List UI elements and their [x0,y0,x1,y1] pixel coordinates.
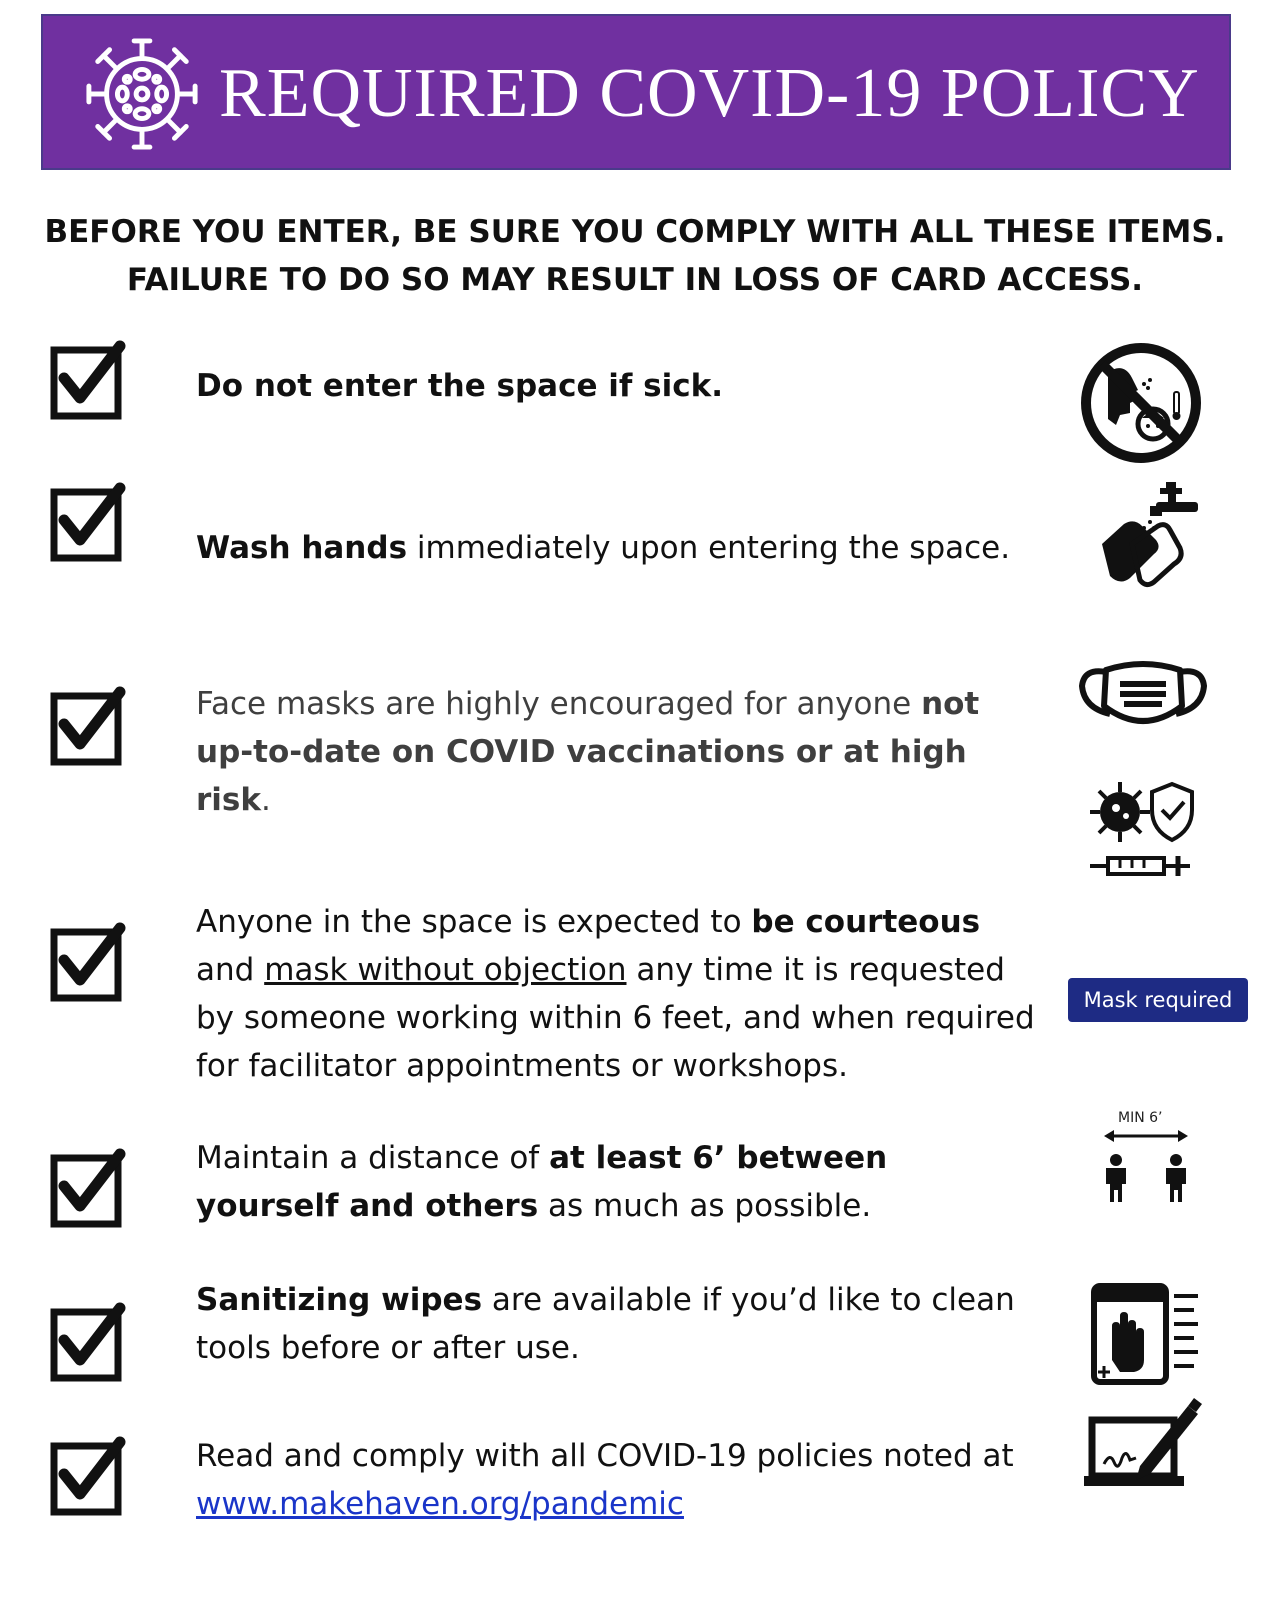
policy-text: immediately upon entering the space. [407,530,1011,566]
sanitizing-wipes-icon [1090,1282,1202,1386]
checkbox-icon [50,482,126,564]
hand-washing-icon [1098,480,1202,592]
policy-item-sick [196,362,1046,410]
policy-text: Read and comply with all COVID-19 policies noted at [196,1438,1014,1474]
checkbox-icon [50,1436,126,1518]
checkbox-icon [50,1148,126,1230]
laptop-sign-icon [1082,1394,1204,1490]
policy-item-wash-hands [196,524,1046,572]
policy-text-bold: at least 6’ between yourself and others [196,1140,888,1224]
policy-text: as much as possible. [538,1188,872,1224]
policy-text: are available if you’d like to clean tools before or after use. [196,1282,1015,1366]
policy-item-courtesy [196,898,1046,1090]
checkbox-icon [50,340,126,422]
policy-text: and [196,952,265,988]
policy-text: Anyone in the space is expected to [196,904,752,940]
page-title: REQUIRED COVID-19 POLICY [219,55,1200,132]
vaccination-icon [1086,778,1196,884]
social-distance-icon [1102,1126,1190,1206]
policy-text-bold: be courteous [751,904,981,940]
intro-line-2: FAILURE TO DO SO MAY RESULT IN LOSS OF CARD ACCESS. [126,262,1144,298]
title-banner [41,14,1231,170]
policy-text-bold: Do not enter the space if sick. [196,368,724,404]
policy-text-bold: not up-to-date on COVID vaccinations or at high risk [196,686,980,818]
policy-item-distance [196,1134,936,1230]
intro-warning [0,208,1270,304]
mask-required-badge: Mask required [1068,978,1248,1022]
checkbox-icon [50,922,126,1004]
policy-text: Face masks are highly encouraged for anyone [196,686,922,722]
intro-line-1: BEFORE YOU ENTER, BE SURE YOU COMPLY WITH ALL THESE ITEMS. [44,214,1226,250]
checkbox-icon [50,686,126,768]
checkbox-icon [50,1302,126,1384]
face-mask-icon [1078,658,1208,734]
policy-text: . [260,782,271,818]
policy-item-face-masks [196,680,1016,824]
policy-text: any time it is requested by someone working within 6 feet, and when required for facilitator appointments or workshops. [196,952,1035,1084]
pandemic-policy-link[interactable]: www.makehaven.org/pandemic [196,1486,684,1522]
policy-text-underline: mask without objection [264,952,627,988]
no-entry-if-sick-icon [1078,340,1204,466]
policy-item-read-policies [196,1432,1016,1528]
policy-text-bold: Sanitizing wipes [196,1282,483,1318]
policy-item-wipes [196,1276,1036,1372]
policy-text: Maintain a distance of [196,1140,550,1176]
policy-text-bold: Wash hands [196,530,408,566]
min-distance-label: MIN 6’ [1118,1110,1163,1126]
virus-icon [83,35,201,153]
